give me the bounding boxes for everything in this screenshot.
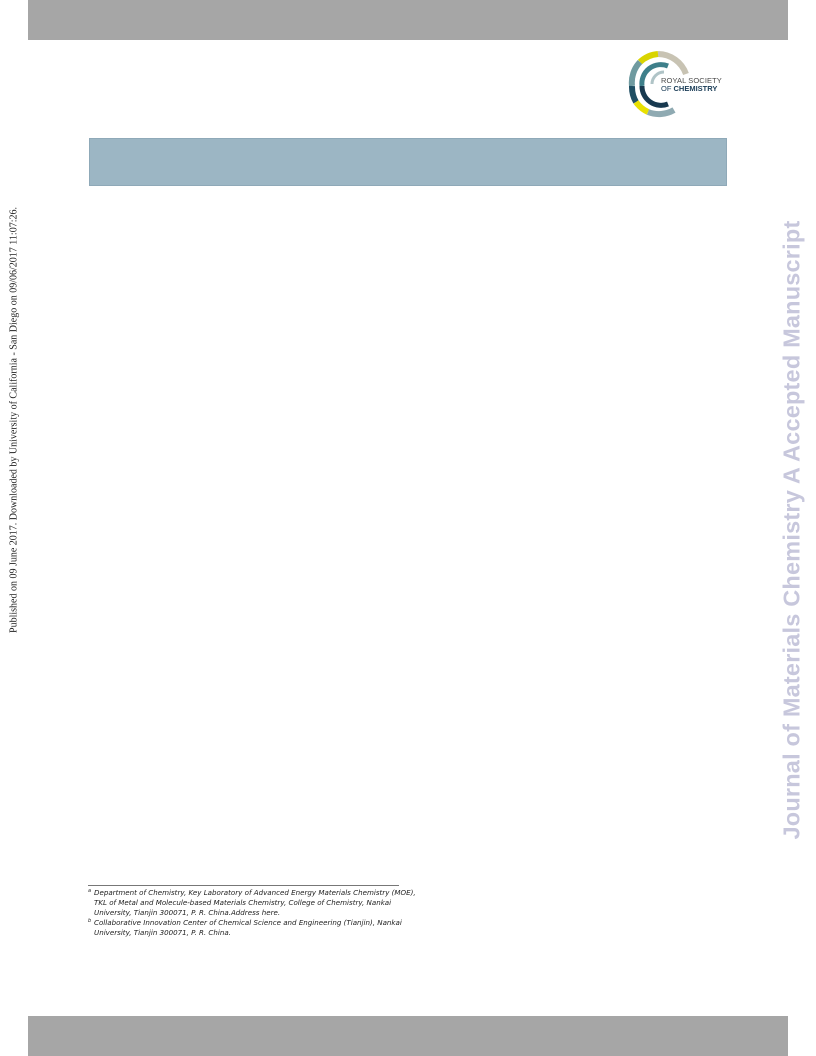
journal-watermark: Journal of Materials Chemistry A Accepted Manuscript: [778, 220, 805, 840]
footnotes: [88, 888, 418, 938]
footnote-mark: b: [88, 918, 92, 924]
footnote-divider: [88, 885, 399, 886]
footnote-mark: a: [88, 888, 92, 894]
logo-text-line1: ROYAL SOCIETY: [661, 76, 722, 85]
download-notice: Published on 09 June 2017. Downloaded by University of California - San Diego on 09/06/2017 11:07:26.: [8, 207, 20, 633]
rsc-logo: [628, 50, 732, 118]
header-band: [89, 138, 727, 186]
footnote-a: [88, 888, 418, 918]
top-bar: [28, 0, 788, 40]
footnote-text: Department of Chemistry, Key Laboratory of Advanced Energy Materials Chemistry (MOE), TKL of Metal and Molecule-based Materials Chemistry, College of Chemistry, Nankai University, Tianjin 300071, P. R. China.Address here.: [94, 888, 416, 917]
bottom-bar: [28, 1016, 788, 1056]
logo-text-line2: OF CHEMISTRY: [661, 84, 718, 93]
footnote-b: [88, 918, 418, 938]
footnote-text: Collaborative Innovation Center of Chemical Science and Engineering (Tianjin), Nankai University, Tianjin 300071, P. R. China.: [94, 918, 402, 937]
